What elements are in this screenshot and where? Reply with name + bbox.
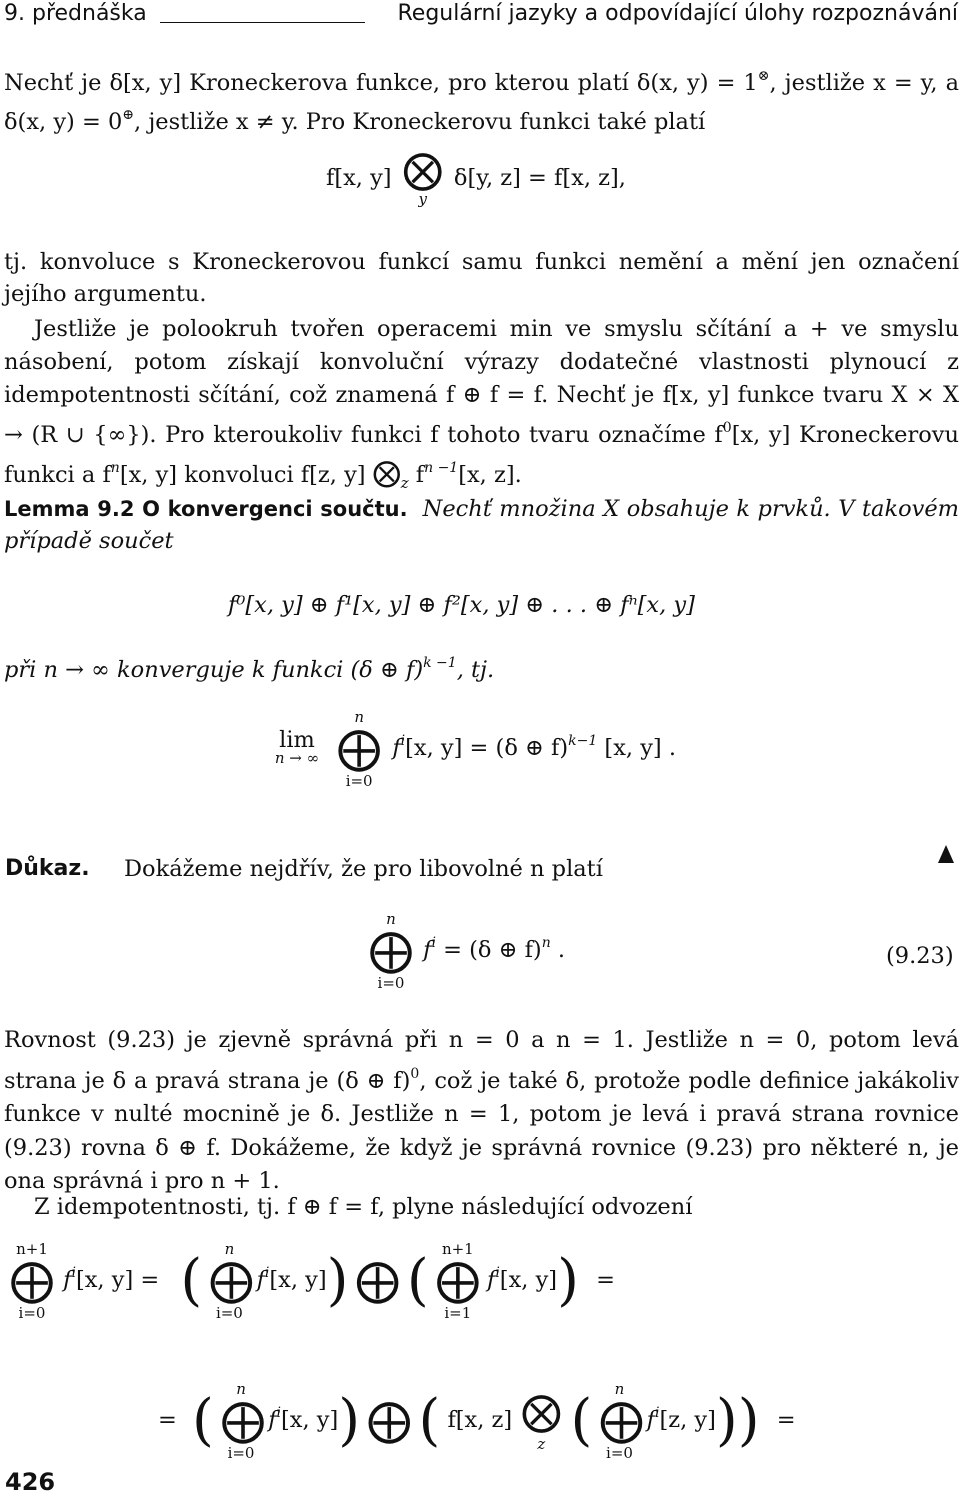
equation-9-23: n ⨁ i=0 $f^i = (\delta$ ⊕ f)$^n$ . <box>366 910 565 992</box>
text-run: Z idempotentnosti, tj. f ⊕ f = f, plyne následující odvození <box>34 1194 693 1220</box>
text-run: , jestliže x ≠ y. Pro Kroneckerovu funkci také platí <box>134 109 706 135</box>
eq-subscript: y <box>418 190 427 208</box>
lemma-convergence: při n → ∞ konverguje k funkci (δ ⊕ f)$^{k -1}$, tj. <box>4 655 495 683</box>
eq-lower-limit: i=0 <box>377 974 405 992</box>
proof-label: Důkaz. <box>5 856 90 881</box>
lemma-9-2 <box>4 493 959 557</box>
eq-lower-limit: i=0 <box>345 772 373 790</box>
eq-text: [x, y] = <box>75 1267 160 1293</box>
eq-lower-limit: i=0 <box>215 1304 243 1322</box>
oplus-icon: ⨁ <box>435 1255 480 1306</box>
eq-text: [x, y] <box>499 1267 558 1293</box>
eq-lower-limit: i=0 <box>606 1444 633 1462</box>
oplus-icon: ⨁ <box>367 1395 412 1446</box>
eq-text: = (δ ⊕ f) <box>435 937 542 963</box>
text-run: Nechť je δ[x, y] Kroneckerova funkce, pro kterou platí δ(x, y) = 1 <box>4 70 758 96</box>
text-run: při n → ∞ konverguje k funkci (δ ⊕ f) <box>4 657 424 683</box>
equation-sum-series <box>228 590 695 620</box>
eq-lower-limit: i=0 <box>227 1444 255 1462</box>
eq-text: δ[y, z] = f[x, z], <box>453 165 626 191</box>
chapter-title: Regulární jazyky a odpovídající úlohy rozpoznávání <box>397 1 958 26</box>
oplus-icon: ⨁ <box>10 1255 54 1306</box>
otimes-operator: ⨂ <box>402 147 443 193</box>
eq-text: [x, y] <box>281 1407 339 1433</box>
equation-derivation-2: = ( n ⨁ i=0 $f^i[x$, y]) ⨁ ( f[x, z] ⨂ z ( n ⨁ i=0 $f^i[z$, y])) = <box>158 1380 796 1462</box>
proof-paragraph: Rovnost (9.23) je zjevně správná při n = 0 a n = 1. Jestliže n = 0, potom levá strana je δ a pravá strana je (δ ⊕ f)$^0$, což je také δ, protože podle definice jakákoliv funkce v nulté mocnině je δ. Jestliže n = 1, potom je levá i pravá strana rovnice (9.23) rovna δ ⊕ f. Dokážeme, že když je správná rovnice (9.23) pro některé n, je ona správná i pro n + 1. <box>4 1027 959 1194</box>
eq-upper-limit: n <box>386 910 396 928</box>
equation-limit: lim n → ∞ n ⨁ i=0 $f^i[x$, y] = (δ ⊕ f)$^{k-1}$ [x, y] . <box>268 708 676 790</box>
equation-kronecker-convolution <box>326 147 626 208</box>
header-rule <box>160 22 365 23</box>
text-run: [x, y] Kroneckerovu funkci a f <box>4 422 959 488</box>
eq-text: f[x, y] <box>326 165 392 191</box>
eq-lower-limit: i=0 <box>18 1304 46 1322</box>
text-run: , tj. <box>456 657 495 683</box>
eq-text: [x, y] <box>269 1267 327 1293</box>
eq-subscript: z <box>537 1435 546 1453</box>
paragraph-2 <box>4 246 959 310</box>
eq-upper-limit: n <box>236 1380 246 1398</box>
chapter-heading: 9. přednáška <box>4 1 147 26</box>
kronecker-definition: Nechť je δ[x, y] Kroneckerova funkce, pro kterou platí δ(x, y) = 1⊗, jestliže x = y, a δ(x, y) = 0⊕, jestliže x ≠ y. Pro Kroneckerovu funkci také platí <box>4 68 959 135</box>
eq-exponent: n <box>541 935 551 951</box>
text-run: Rovnost (9.23) je zjevně správná při n = 0 a n = 1. Jestliže n = 0, potom levá strana je δ a pravá strana je (δ ⊕ f) <box>4 1027 959 1094</box>
paragraph-3: Jestliže je polookruh tvořen operacemi min ve smyslu sčítání a + ve smyslu násobení, potom získají konvoluční výrazy dodatečné vlastnosti plynoucí z idempotentnosti sčítání, což znamená f ⊕ f = f. Nechť je f[x, y] funkce tvaru X × X → (R ∪ {∞}). Pro kteroukoliv funkci f tohoto tvaru označíme $f^0[x$, y] Kroneckerovu funkci a $f^n[x$, y] konvoluci f[z, y] $⨂_z$ $f^{n -1}[x$, z]. <box>4 316 959 492</box>
eq-upper-limit: n+1 <box>16 1240 48 1258</box>
eq-lower-limit: i=1 <box>444 1304 472 1322</box>
equation-derivation-1: n+1 ⨁ i=0 $f^i[x$, y] = ( n ⨁ i=0 $f^i[x$, y]) ⨁ ( n+1 ⨁ i=1 $f^i[x$, y]) = <box>10 1240 615 1322</box>
eq-text: = <box>776 1407 796 1433</box>
oplus-icon: ⨁ <box>209 1255 254 1306</box>
eq-text: f[x, z] <box>447 1407 513 1433</box>
eq-text: = <box>596 1267 615 1293</box>
lemma-label: Lemma 9.2 O konvergenci součtu. <box>4 497 408 521</box>
proof-idempotence <box>4 1191 959 1223</box>
eq-subscript: n → ∞ <box>274 749 320 767</box>
eq-text: = <box>158 1407 177 1433</box>
eq-upper-limit: n <box>354 708 364 726</box>
text-run: f <box>408 462 425 488</box>
eq-upper-limit: n+1 <box>441 1240 474 1258</box>
equation-number: (9.23) <box>886 943 954 969</box>
eq-text: [z, y] <box>659 1407 716 1433</box>
eq-upper-limit: n <box>614 1380 625 1398</box>
text-run: tj. konvoluce s Kroneckerovou funkcí samu funkci nemění a mění jen označení jejího argumentu. <box>4 249 959 307</box>
eq-text: lim <box>279 727 315 753</box>
eq-text: [x, y] = (δ ⊕ f) <box>405 735 569 761</box>
oplus-icon: ⨁ <box>355 1255 400 1306</box>
lemma-statement: Nechť množina X obsahuje k prvků. V takovém případě součet <box>4 496 960 554</box>
oplus-icon: ⨁ <box>221 1395 266 1446</box>
text-run: , jestliže x = y, a δ(x, y) = 0 <box>4 70 959 135</box>
text-run: , což je také δ, protože podle definice jakákoliv funkce v nulté mocnině je δ. Jestliže n = 1, potom je levá i pravá strana rovnice (9.23) rovna δ ⊕ f. Dokážeme, že když je správná rovnice (9.23) pro některé n, je ona správná i pro n + 1. <box>4 1067 959 1194</box>
proof-intro: Dokážeme nejdřív, že pro libovolné n platí <box>124 856 603 882</box>
oplus-icon: ⨁ <box>369 925 413 976</box>
eq-upper-limit: n <box>224 1240 235 1258</box>
text-run: [x, z]. <box>458 462 522 488</box>
eq-text: [x, y] . <box>604 735 676 761</box>
page-number: 426 <box>5 1468 56 1496</box>
text-run: [x, y] konvoluci f[z, y] <box>119 462 373 488</box>
eq-text: . <box>557 937 566 963</box>
otimes-icon: ⨂ <box>521 1389 562 1435</box>
oplus-icon: ⨁ <box>337 723 382 774</box>
end-of-statement-triangle-icon <box>938 845 954 863</box>
eq-text: f⁰[x, y] ⊕ f¹[x, y] ⊕ f²[x, y] ⊕ . . . ⊕ fⁿ[x, y] <box>228 592 695 618</box>
oplus-icon: ⨁ <box>599 1395 644 1446</box>
text-run: Jestliže je polookruh tvořen operacemi min ve smyslu sčítání a + ve smyslu násobení, potom získají konvoluční výrazy dodatečné vlastnosti plynoucí z idempotentnosti sčítání, což znamená f ⊕ f = f. Nechť je f[x, y] funkce tvaru X × X → (R ∪ {∞}). Pro kteroukoliv funkci f tohoto tvaru označíme f <box>4 316 959 448</box>
eq-exponent: k−1 <box>568 733 598 749</box>
